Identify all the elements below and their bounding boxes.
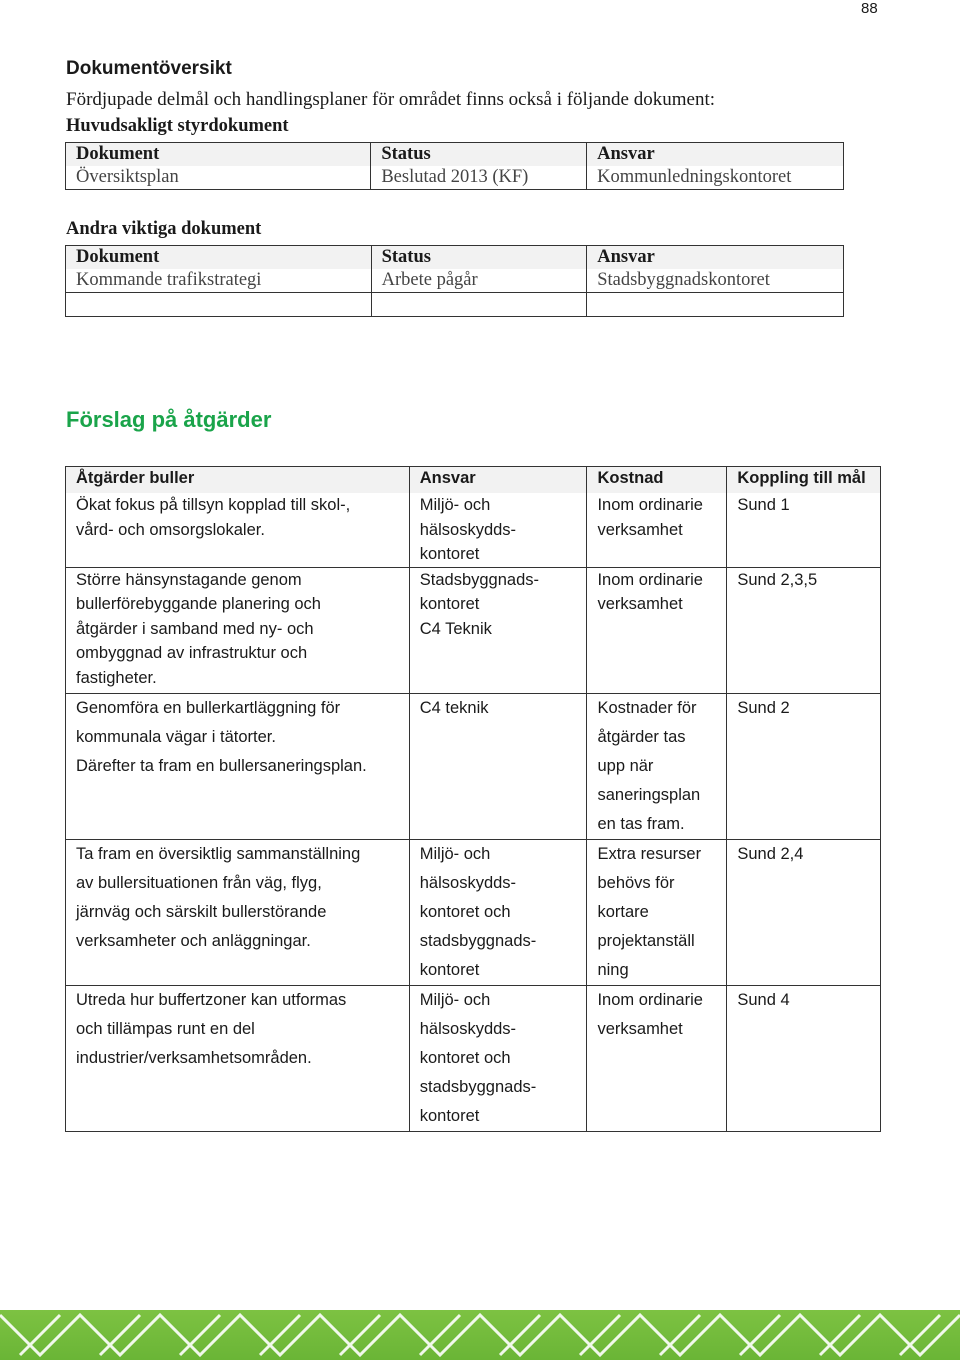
cell-line: projektanställ (597, 931, 695, 950)
cell-line: C4 teknik (419, 698, 489, 717)
header-cell: Ansvar (587, 246, 844, 270)
cell-line: hälsoskydds- (419, 520, 517, 539)
cell-line: verksamheter och anläggningar. (76, 931, 311, 950)
measures-header-row (66, 467, 881, 494)
cell-line: industrier/verksamhetsområden. (76, 1048, 312, 1067)
table-header-row (66, 246, 844, 270)
footer-pattern-graphic (0, 1310, 960, 1360)
table-cell: Arbete pågår (371, 269, 587, 293)
cell-line: saneringsplan (597, 785, 701, 804)
table-cell: Översiktsplan (66, 166, 371, 190)
section-title: Dokumentöversikt (66, 58, 232, 79)
action-cell (66, 493, 410, 567)
goal-cell (727, 693, 881, 839)
cell-line: järnväg och särskilt bullerstörande (76, 902, 327, 921)
cell-line: verksamhet (597, 595, 683, 613)
footer-decorative-band (0, 1310, 960, 1360)
header-cell: Ansvar (587, 143, 844, 167)
responsible-cell (409, 493, 587, 567)
cost-cell (587, 693, 727, 839)
cell-line: av bullersituationen från väg, flyg, (76, 873, 322, 892)
goal-cell (727, 567, 881, 693)
table-other-documents (65, 245, 844, 317)
responsible-cell (409, 839, 587, 985)
table-cell (66, 293, 372, 317)
table-cell: Kommunledningskontoret (587, 166, 844, 190)
header-cell: Status (371, 143, 587, 167)
cell-line: behövs för (597, 873, 675, 892)
goal-cell (727, 493, 881, 567)
measures-row (66, 693, 881, 839)
header-cell: Åtgärder buller (66, 467, 410, 494)
cell-line: Miljö- och (419, 496, 491, 514)
cell-line: hälsoskydds- (419, 873, 517, 892)
cell-line: en tas fram. (597, 814, 685, 833)
cell-line: Ökat fokus på tillsyn kopplad till skol-, (76, 496, 351, 514)
header-cell: Dokument (66, 246, 372, 270)
cell-line: Miljö- och (419, 844, 491, 863)
cost-cell (587, 567, 727, 693)
table-row-empty (66, 293, 844, 317)
cell-line: Inom ordinarie (597, 570, 703, 589)
cell-line: Sund 2,3,5 (737, 570, 818, 589)
cell-line: Därefter ta fram en bullersaneringsplan. (76, 756, 367, 775)
goal-cell (727, 985, 881, 1131)
table-cell (371, 293, 587, 317)
responsible-cell (409, 693, 587, 839)
cost-cell (587, 985, 727, 1131)
table-cell: Stadsbyggnadskontoret (587, 269, 844, 293)
header-cell: Dokument (66, 143, 371, 167)
cell-line: Sund 2,4 (737, 844, 804, 863)
measures-row (66, 839, 881, 985)
cell-line: ombyggnad av infrastruktur och (76, 644, 308, 662)
measures-table (65, 466, 881, 1132)
table-row (66, 166, 844, 190)
table-cell: Kommande trafikstrategi (66, 269, 372, 293)
header-cell: Ansvar (409, 467, 587, 494)
cell-line: Ta fram en översiktlig sammanställning (76, 844, 361, 863)
cell-line: Större hänsynstagande genom (76, 570, 302, 589)
cell-line: kortare (597, 902, 649, 921)
cell-line: Sund 1 (737, 496, 790, 514)
cell-line: Sund 4 (737, 990, 790, 1009)
cell-line: hälsoskydds- (419, 1019, 517, 1038)
cell-line: kontoret och (419, 902, 511, 921)
measures-row (66, 567, 881, 693)
measures-row (66, 985, 881, 1131)
cost-cell (587, 493, 727, 567)
cost-cell (587, 839, 727, 985)
responsible-cell (409, 567, 587, 693)
cell-line: Extra resurser (597, 844, 702, 863)
measures-row (66, 493, 881, 567)
goal-cell (727, 839, 881, 985)
cell-line: kontoret (419, 595, 480, 613)
table1-title: Huvudsakligt styrdokument (66, 116, 289, 136)
cell-line: Inom ordinarie (597, 990, 703, 1009)
table-header-row (66, 143, 844, 167)
cell-line: fastigheter. (76, 668, 157, 687)
table-cell: Beslutad 2013 (KF) (371, 166, 587, 190)
header-cell: Koppling till mål (727, 467, 881, 494)
measures-title: Förslag på åtgärder (66, 407, 272, 432)
cell-line: stadsbyggnads- (419, 1077, 537, 1096)
table-main-document (65, 142, 844, 190)
cell-line: kontoret (419, 1106, 480, 1125)
cell-line: åtgärder tas (597, 727, 686, 746)
cell-line: Utreda hur buffertzoner kan utformas (76, 990, 347, 1009)
cell-line: Kostnader för (597, 698, 697, 717)
cell-line: kontoret (419, 545, 480, 563)
cell-line: Genomföra en bullerkartläggning för (76, 698, 341, 717)
intro-text: Fördjupade delmål och handlingsplaner för området finns också i följande dokument: (66, 89, 715, 110)
cell-line: verksamhet (597, 1019, 683, 1038)
action-cell (66, 985, 410, 1131)
cell-line: Inom ordinarie (597, 496, 703, 514)
action-cell (66, 839, 410, 985)
cell-line: bullerförebyggande planering och (76, 595, 321, 613)
action-cell (66, 693, 410, 839)
cell-line: upp när (597, 756, 654, 775)
cell-line: Miljö- och (419, 990, 491, 1009)
cell-line: kontoret (419, 960, 480, 979)
cell-line: kontoret och (419, 1048, 511, 1067)
cell-line: Stadsbyggnads- (419, 570, 539, 589)
cell-line: Sund 2 (737, 698, 790, 717)
cell-line: och tillämpas runt en del (76, 1019, 255, 1038)
cell-line: ning (597, 960, 629, 979)
table2-title: Andra viktiga dokument (66, 219, 262, 239)
cell-line: åtgärder i samband med ny- och (76, 619, 314, 638)
table-cell (587, 293, 844, 317)
cell-line: verksamhet (597, 520, 683, 539)
action-cell (66, 567, 410, 693)
header-cell: Kostnad (587, 467, 727, 494)
cell-line: stadsbyggnads- (419, 931, 537, 950)
header-cell: Status (371, 246, 587, 270)
page-number: 88 (861, 0, 878, 17)
responsible-cell (409, 985, 587, 1131)
cell-line: vård- och omsorgslokaler. (76, 520, 265, 539)
cell-line: kommunala vägar i tätorter. (76, 727, 276, 746)
cell-line: C4 Teknik (419, 619, 492, 638)
table-row (66, 269, 844, 293)
